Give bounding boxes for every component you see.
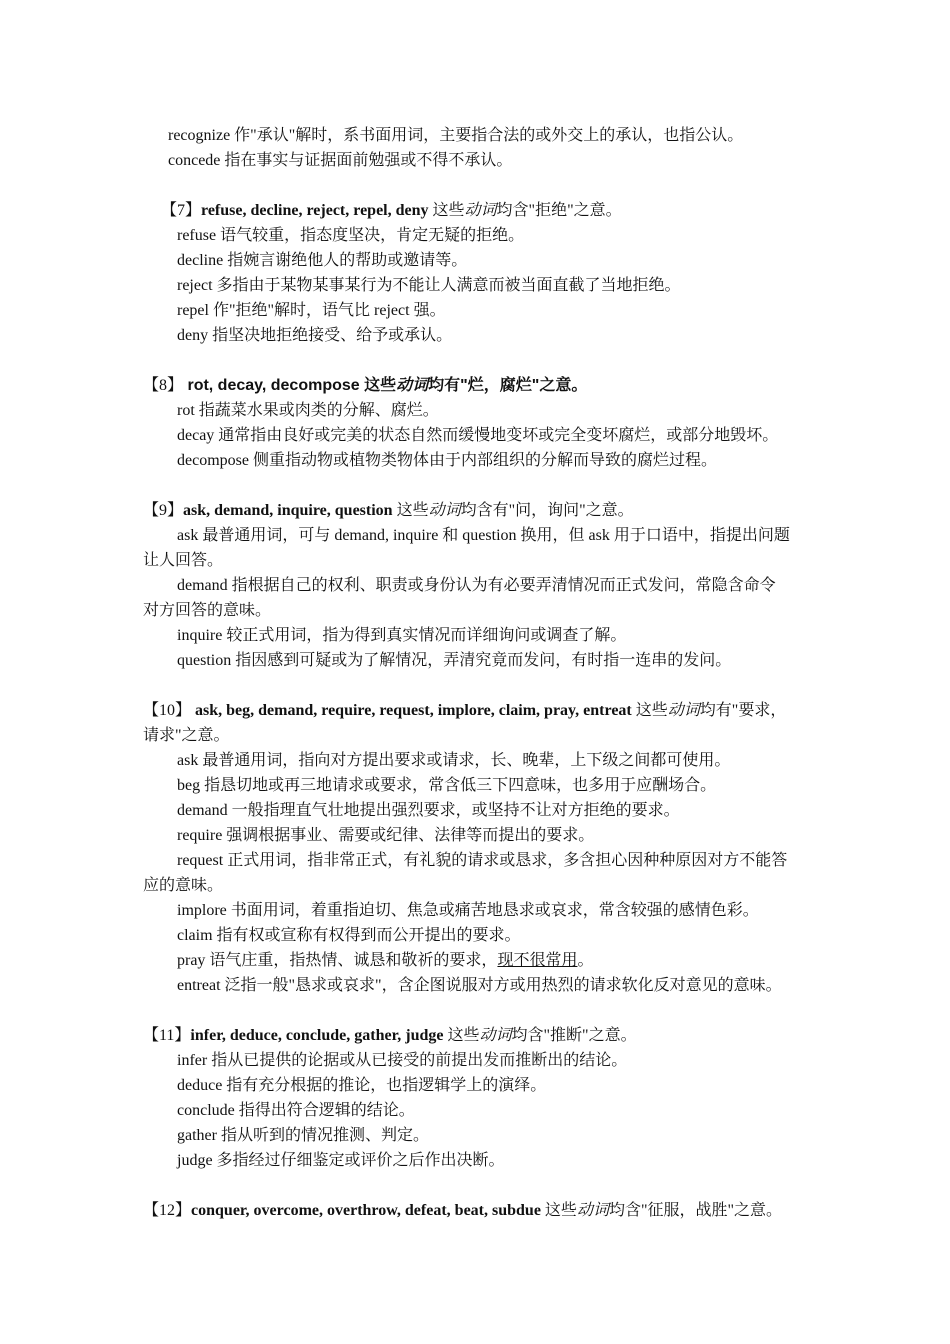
section-number: 【10】 — [143, 702, 192, 719]
text-line-judge: judge 多指经过仔细鉴定或评价之后作出决断。 — [177, 1152, 505, 1169]
text-line-repel: repel 作"拒绝"解时，语气比 reject 强。 — [177, 302, 446, 319]
section-8-heading — [143, 376, 587, 396]
text-span: pray 语气庄重，指热情、诚恳和敬祈的要求， — [177, 952, 498, 969]
section-number: 【11】 — [143, 1027, 191, 1044]
text-line-gather: gather 指从听到的情况推测、判定。 — [177, 1127, 429, 1144]
text-line-recognize: recognize 作"承认"解时，系书面用词，主要指合法的或外交上的承认，也指公认。 — [168, 127, 744, 144]
text-line-refuse: refuse 语气较重，指态度坚决，肯定无疑的拒绝。 — [177, 227, 525, 244]
heading-verb: 动词 — [464, 202, 497, 219]
underlined-text: 现不很常用 — [497, 952, 578, 969]
text-line-pray — [177, 951, 593, 971]
heading-text: 均含"推断"之意。 — [511, 1027, 637, 1044]
text-line-ask-request: ask 最普通用词，指向对方提出要求或请求，长、晚辈，上下级之间都可使用。 — [177, 752, 731, 769]
text-line-conclude: conclude 指得出符合逻辑的结论。 — [177, 1102, 415, 1119]
section-number: 【9】 — [143, 502, 184, 519]
text-line-deduce: deduce 指有充分根据的推论，也指逻辑学上的演绎。 — [177, 1077, 547, 1094]
text-line-demand-cont: 对方回答的意味。 — [143, 602, 272, 619]
section-12-heading — [143, 1201, 782, 1221]
section-9-heading — [143, 501, 634, 521]
heading-text: 均含"拒绝"之意。 — [496, 202, 622, 219]
heading-text: 这些 — [392, 502, 429, 519]
heading-verb: 动词 — [428, 502, 461, 519]
text-line-reject: reject 多指由于某物某事某行为不能让人满意而被当面直截了当地拒绝。 — [177, 277, 681, 294]
heading-text: 均含"征服，战胜"之意。 — [608, 1202, 783, 1219]
text-line-claim: claim 指有权或宣称有权得到而公开提出的要求。 — [177, 927, 521, 944]
heading-text: 均有"要求， — [699, 702, 787, 719]
heading-verb: 动词 — [576, 1202, 609, 1219]
text-line-rot: rot 指蔬菜水果或肉类的分解、腐烂。 — [177, 402, 439, 419]
section-number: 【12】 — [143, 1202, 192, 1219]
section-words: infer, deduce, conclude, gather, judge — [190, 1027, 444, 1044]
text-line-beg: beg 指恳切地或再三地请求或要求，常含低三下四意味，也多用于应酬场合。 — [177, 777, 717, 794]
text-line-question: question 指因感到可疑或为了解情况，弄清究竟而发问，有时指一连串的发问。 — [177, 652, 732, 669]
section-10-heading-cont: 请求"之意。 — [143, 727, 230, 744]
heading-verb: 动词 — [667, 702, 700, 719]
heading-text: 这些 — [631, 702, 668, 719]
section-number: 【8】 — [143, 377, 184, 394]
text-line-concede: concede 指在事实与证据面前勉强或不得不承认。 — [168, 152, 513, 169]
section-7-heading — [161, 201, 622, 221]
heading-text: 均含有"问，询问"之意。 — [460, 502, 634, 519]
heading-text: 均有"烂，腐烂"之意。 — [428, 377, 588, 394]
text-line-implore: implore 书面用词，着重指迫切、焦急或痛苦地恳求或哀求，常含较强的感情色彩。 — [177, 902, 759, 919]
section-words: ask, beg, demand, require, request, implore, claim, pray, entreat — [191, 702, 632, 719]
section-words: rot, decay, decompose 这些 — [183, 377, 397, 394]
heading-text: 这些 — [540, 1202, 577, 1219]
section-words: ask, demand, inquire, question — [183, 502, 393, 519]
text-line-demand-request: demand 一般指理直气壮地提出强烈要求，或坚持不让对方拒绝的要求。 — [177, 802, 680, 819]
text-line-decompose: decompose 侧重指动物或植物类物体由于内部组织的分解而导致的腐烂过程。 — [177, 452, 717, 469]
text-line-ask-cont: 让人回答。 — [143, 552, 224, 569]
text-line-decline: decline 指婉言谢绝他人的帮助或邀请等。 — [177, 252, 468, 269]
section-words: refuse, decline, reject, repel, deny — [201, 202, 429, 219]
heading-text: 这些 — [443, 1027, 480, 1044]
text-line-infer: infer 指从已提供的论据或从已接受的前提出发而推断出的结论。 — [177, 1052, 628, 1069]
text-line-request-cont: 应的意味。 — [143, 877, 224, 894]
text-line-deny: deny 指坚决地拒绝接受、给予或承认。 — [177, 327, 453, 344]
section-words: conquer, overcome, overthrow, defeat, beat, subdue — [191, 1202, 541, 1219]
text-line-ask: ask 最普通用词，可与 demand, inquire 和 question 换用，但 ask 用于口语中，指提出问题 — [177, 527, 790, 544]
text-line-entreat: entreat 泛指一般"恳求或哀求"，含企图说服对方或用热烈的请求软化反对意见的意味。 — [177, 977, 782, 994]
text-line-decay: decay 通常指由良好或完美的状态自然而缓慢地变坏或完全变坏腐烂，或部分地毁坏。 — [177, 427, 779, 444]
text-line-require: require 强调根据事业、需要或纪律、法律等而提出的要求。 — [177, 827, 595, 844]
heading-text: 这些 — [428, 202, 465, 219]
section-11-heading — [143, 1026, 637, 1046]
text-line-demand: demand 指根据自己的权利、职责或身份认为有必要弄清情况而正式发问，常隐含命令 — [177, 577, 776, 594]
heading-verb: 动词 — [396, 377, 429, 394]
heading-verb: 动词 — [479, 1027, 512, 1044]
section-number: 【7】 — [161, 202, 202, 219]
text-span: 。 — [577, 952, 594, 969]
text-line-request: request 正式用词，指非常正式，有礼貌的请求或恳求，多含担心因种种原因对方不能答 — [177, 852, 788, 869]
section-10-heading — [143, 701, 786, 721]
text-line-inquire: inquire 较正式用词，指为得到真实情况而详细询问或调查了解。 — [177, 627, 627, 644]
